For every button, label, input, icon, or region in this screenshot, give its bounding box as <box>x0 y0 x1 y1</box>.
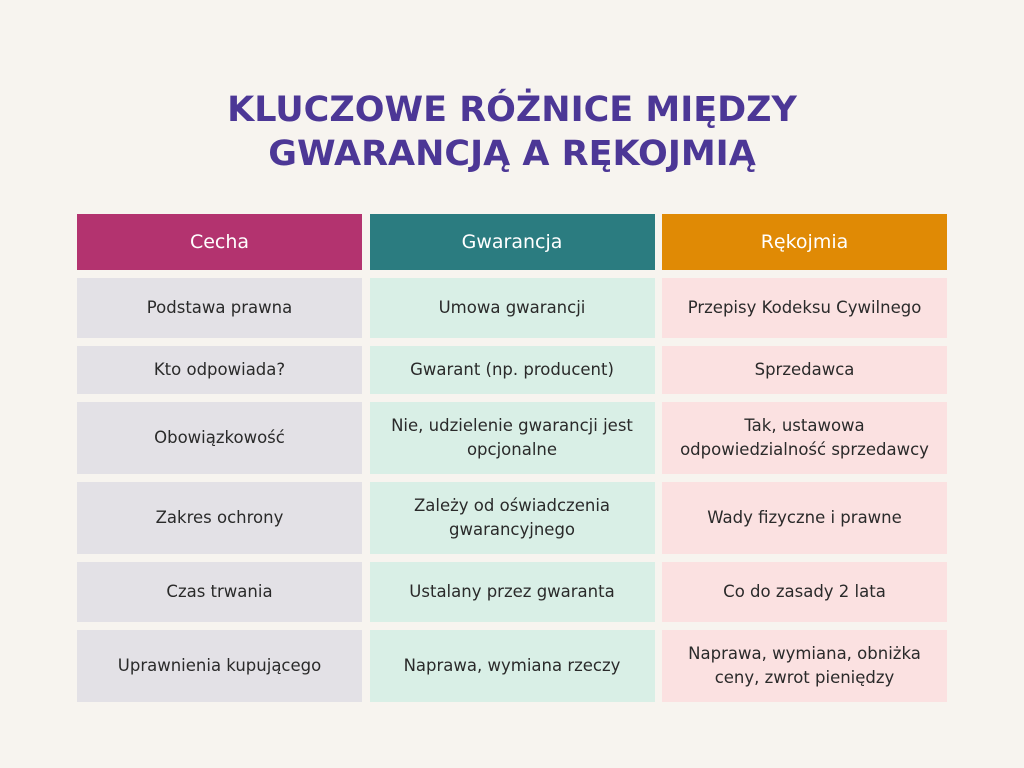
row-2-rekojmia: Sprzedawca <box>662 346 947 394</box>
comparison-table <box>77 214 947 702</box>
row-5-rekojmia: Co do zasady 2 lata <box>662 562 947 622</box>
row-5-gwarancja: Ustalany przez gwaranta <box>370 562 655 622</box>
row-3-rekojmia: Tak, ustawowa odpowiedzialność sprzedawcy <box>662 402 947 474</box>
page-title-line-1: KLUCZOWE RÓŻNICE MIĘDZY <box>227 90 797 130</box>
row-4-rekojmia: Wady fizyczne i prawne <box>662 482 947 554</box>
row-2-cecha: Kto odpowiada? <box>77 346 362 394</box>
row-4-gwarancja: Zależy od oświadczenia gwarancyjnego <box>370 482 655 554</box>
row-6-gwarancja: Naprawa, wymiana rzeczy <box>370 630 655 702</box>
page-title-line-2: GWARANCJĄ A RĘKOJMIĄ <box>268 134 756 174</box>
row-3-gwarancja: Nie, udzielenie gwarancji jest opcjonalne <box>370 402 655 474</box>
header-rekojmia: Rękojmia <box>662 214 947 270</box>
page-title <box>0 88 1024 176</box>
row-6-cecha: Uprawnienia kupującego <box>77 630 362 702</box>
header-cecha: Cecha <box>77 214 362 270</box>
row-1-cecha: Podstawa prawna <box>77 278 362 338</box>
row-2-gwarancja: Gwarant (np. producent) <box>370 346 655 394</box>
row-3-cecha: Obowiązkowość <box>77 402 362 474</box>
row-1-rekojmia: Przepisy Kodeksu Cywilnego <box>662 278 947 338</box>
row-1-gwarancja: Umowa gwarancji <box>370 278 655 338</box>
header-gwarancja: Gwarancja <box>370 214 655 270</box>
row-6-rekojmia: Naprawa, wymiana, obniżka ceny, zwrot pieniędzy <box>662 630 947 702</box>
row-4-cecha: Zakres ochrony <box>77 482 362 554</box>
row-5-cecha: Czas trwania <box>77 562 362 622</box>
